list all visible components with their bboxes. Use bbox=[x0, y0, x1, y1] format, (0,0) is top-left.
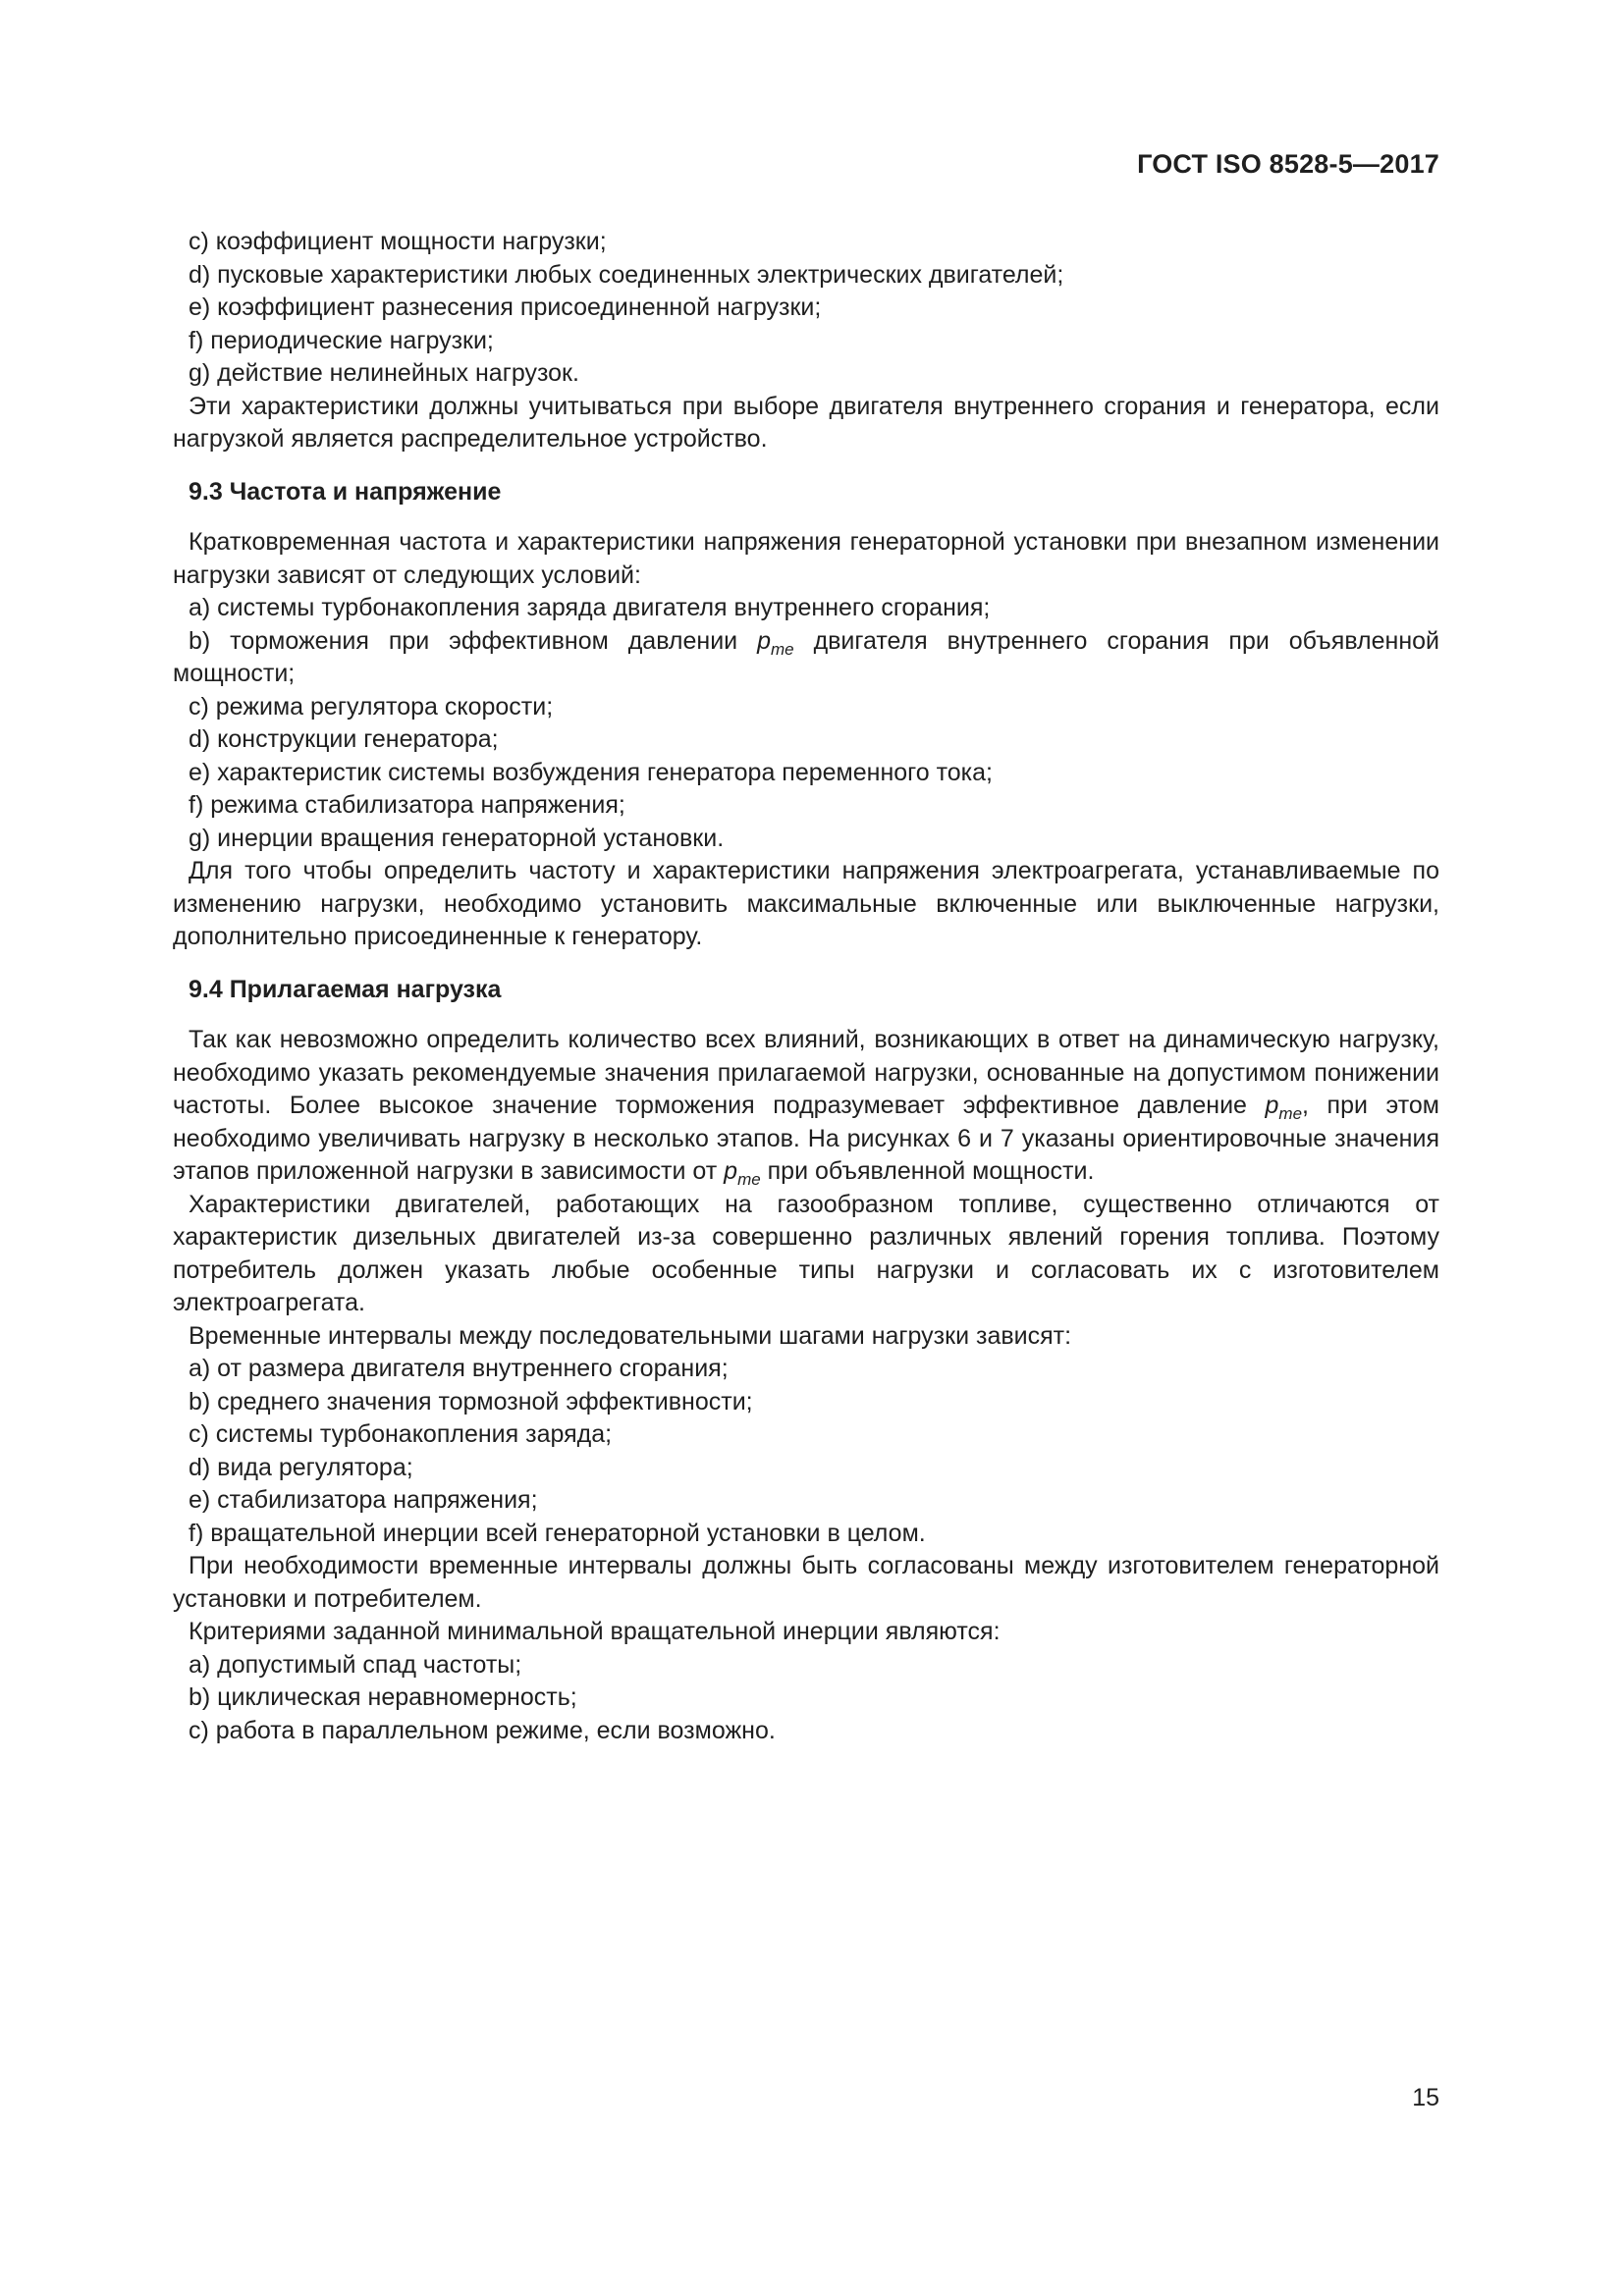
paragraph: При необходимости временные интервалы должны быть согласованы между изготовителем генераторной установки и потребителем. bbox=[173, 1552, 1439, 1613]
symbol-letter: p bbox=[757, 626, 771, 655]
list-item: b) среднего значения тормозной эффективности; bbox=[189, 1387, 753, 1415]
symbol-subscript: me bbox=[771, 639, 794, 659]
paragraph: Критериями заданной минимальной вращательной инерции являются: bbox=[189, 1618, 1001, 1645]
symbol-pme bbox=[724, 1157, 761, 1189]
page-number: 15 bbox=[1412, 2084, 1439, 2111]
paragraph: Для того чтобы определить частоту и характеристики напряжения электроагрегата, устанавливаемые по изменению нагрузки, необходимо установить максимальные включенные или выключенные нагрузки, дополнительно присоединенные к генератору. bbox=[173, 857, 1439, 950]
list-item: d) пусковые характеристики любых соединенных электрических двигателей; bbox=[189, 260, 1064, 289]
list-item: b) циклическая неравномерность; bbox=[189, 1683, 577, 1711]
section-heading-9-4: 9.4 Прилагаемая нагрузка bbox=[189, 975, 502, 1003]
list-item: f) периодические нагрузки; bbox=[189, 326, 494, 354]
list-item: d) конструкции генератора; bbox=[189, 725, 499, 753]
text-span: , при этом необходимо увеличивать нагрузку в несколько этапов. На рисунках 6 и 7 указаны ориентировочные значения этапов приложенной нагрузки в зависимости от bbox=[173, 1092, 1439, 1185]
symbol-pme bbox=[757, 626, 794, 659]
list-item bbox=[173, 625, 1439, 691]
symbol-letter: p bbox=[724, 1157, 738, 1185]
symbol-subscript: me bbox=[737, 1170, 761, 1189]
paragraph: Временные интервалы между последовательными шагами нагрузки зависят: bbox=[189, 1321, 1072, 1350]
paragraph: Кратковременная частота и характеристики напряжения генераторной установки при внезапном изменении нагрузки зависят от следующих условий: bbox=[173, 528, 1439, 589]
list-item: e) стабилизатора напряжения; bbox=[189, 1486, 538, 1514]
text-span: при объявленной мощности. bbox=[760, 1157, 1095, 1185]
symbol-letter: p bbox=[1265, 1092, 1279, 1119]
symbol-pme bbox=[1265, 1092, 1303, 1123]
list-item: a) допустимый спад частоты; bbox=[189, 1650, 522, 1679]
list-item: a) от размера двигателя внутреннего сгорания; bbox=[189, 1355, 729, 1382]
document-id: ГОСТ ISO 8528-5—2017 bbox=[1137, 149, 1439, 179]
list-item: c) режима регулятора скорости; bbox=[189, 692, 554, 721]
list-item: g) действие нелинейных нагрузок. bbox=[189, 359, 579, 387]
list-item: c) системы турбонакопления заряда; bbox=[189, 1420, 613, 1448]
page-content bbox=[173, 226, 1439, 1747]
list-item: a) системы турбонакопления заряда двигателя внутреннего сгорания; bbox=[189, 594, 991, 621]
text-span: Так как невозможно определить количество всех влияний, возникающих в ответ на динамическую нагрузку, необходимо указать рекомендуемые значения прилагаемой нагрузки, основанные на допустимом понижении частоты. Более высокое значение торможения подразумевает эффективное давление bbox=[173, 1026, 1439, 1119]
list-item: f) режима стабилизатора напряжения; bbox=[189, 791, 625, 819]
paragraph: Эти характеристики должны учитываться при выборе двигателя внутреннего сгорания и генератора, если нагрузкой является распределительное устройство. bbox=[173, 392, 1439, 453]
list-item: c) работа в параллельном режиме, если возможно. bbox=[189, 1716, 776, 1744]
list-item: e) коэффициент разнесения присоединенной нагрузки; bbox=[189, 294, 822, 321]
list-item: c) коэффициент мощности нагрузки; bbox=[189, 228, 607, 255]
list-item: f) вращательной инерции всей генераторной установки в целом. bbox=[189, 1519, 926, 1547]
paragraph bbox=[173, 1024, 1439, 1189]
text-span: b) торможения при эффективном давлении bbox=[189, 626, 758, 655]
paragraph: Характеристики двигателей, работающих на газообразном топливе, существенно отличаются от характеристик дизельных двигателей из-за совершенно различных явлений горения топлива. Поэтому потребитель должен указать любые особенные типы нагрузки и согласовать их с изготовителем электроагрегата. bbox=[173, 1190, 1439, 1316]
list-item: e) характеристик системы возбуждения генератора переменного тока; bbox=[189, 758, 993, 786]
list-item: g) инерции вращения генераторной установки. bbox=[189, 824, 725, 852]
text-span: двигателя внутреннего сгорания при объявленной мощности; bbox=[173, 626, 1440, 687]
symbol-subscript: me bbox=[1278, 1104, 1303, 1123]
section-heading-9-3: 9.3 Частота и напряжение bbox=[189, 477, 502, 506]
list-item: d) вида регулятора; bbox=[189, 1453, 413, 1481]
